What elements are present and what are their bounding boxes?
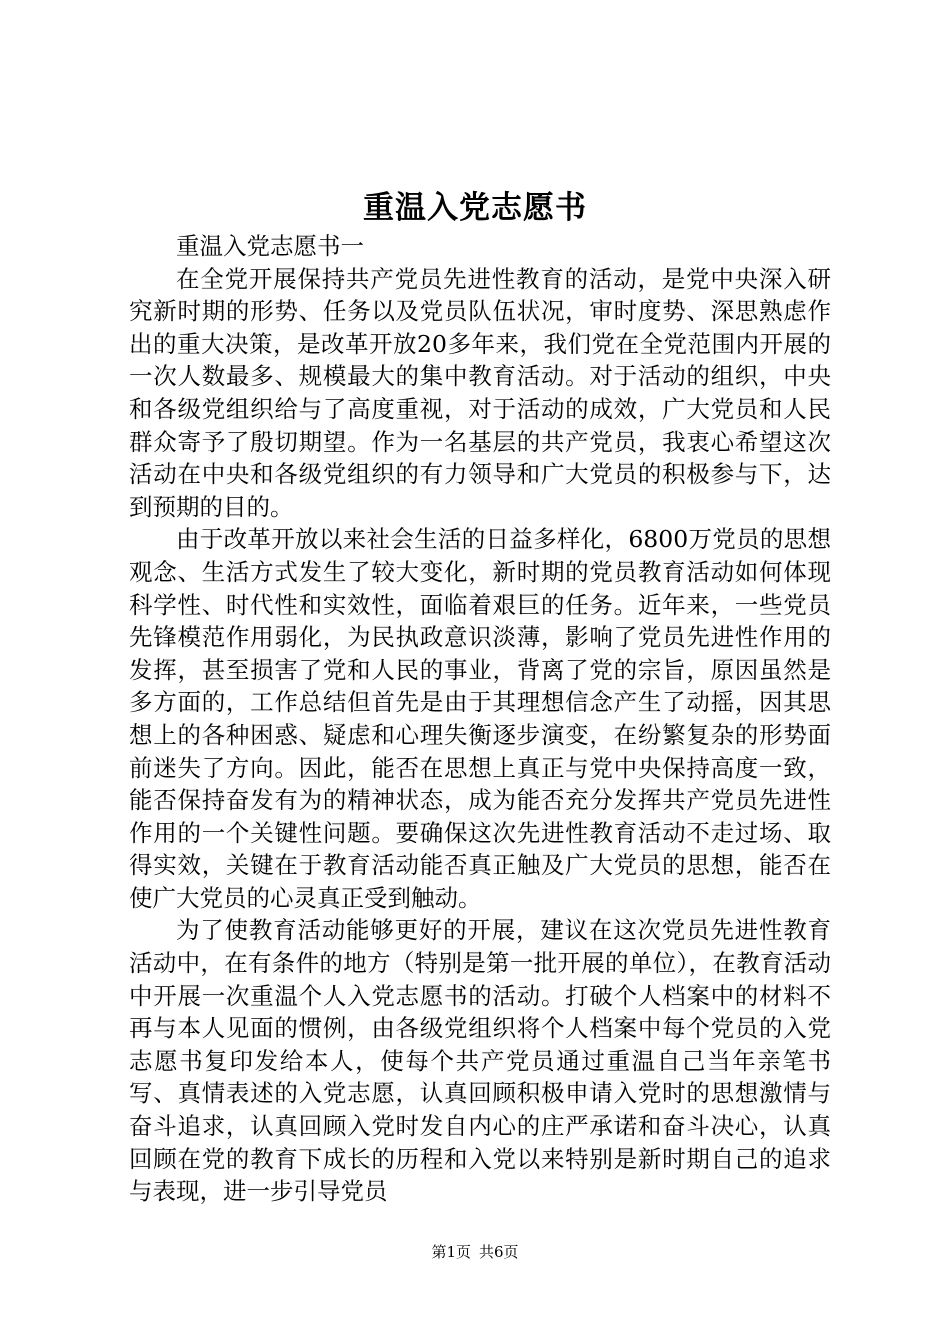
page-total: 共6页 [479, 1243, 519, 1261]
body-paragraph: 由于改革开放以来社会生活的日益多样化，6800万党员的思想观念、生活方式发生了较大变化，新时期的党员教育活动如何体现科学性、时代性和实效性，面临着艰巨的任务。近年来，一些党员先锋模范作用弱化，为民执政意识淡薄，影响了党员先进性作用的发挥，甚至损害了党和人民的事业，背离了党的宗旨，原因虽然是多方面的，工作总结但首先是由于其理想信念产生了动摇，因其思想上的各种困惑、疑虑和心理失衡逐步演变，在纷繁复杂的形势面前迷失了方向。因此，能否在思想上真正与党中央保持高度一致，能否保持奋发有为的精神状态，成为能否充分发挥共产党员先进性作用的一个关键性问题。要确保这次先进性教育活动不走过场、取得实效，关键在于教育活动能否真正触及广大党员的思想，能否在使广大党员的心灵真正受到触动。 [129, 525, 831, 912]
page-footer [0, 1241, 950, 1263]
section-heading: 重温入党志愿书一 [176, 232, 364, 260]
document-body [129, 230, 831, 1208]
page-number: 第1页 [431, 1243, 471, 1261]
document-title: 重温入党志愿书 [363, 190, 587, 226]
body-paragraph: 为了使教育活动能够更好的开展，建议在这次党员先进性教育活动中，在有条件的地方（特别是第一批开展的单位），在教育活动中开展一次重温个人入党志愿书的活动。打破个人档案中的材料不再与本人见面的惯例，由各级党组织将个人档案中每个党员的入党志愿书复印发给本人，使每个共产党员通过重温自己当年亲笔书写、真情表述的入党志愿，认真回顾积极申请入党时的思想激情与奋斗追求，认真回顾入党时发自内心的庄严承诺和奋斗决心，认真回顾在党的教育下成长的历程和入党以来特别是新时期自己的追求与表现，进一步引导党员 [129, 916, 831, 1206]
body-paragraph: 在全党开展保持共产党员先进性教育的活动，是党中央深入研究新时期的形势、任务以及党员队伍状况，审时度势、深思熟虑作出的重大决策，是改革开放20多年来，我们党在全党范围内开展的一次人数最多、规模最大的集中教育活动。对于活动的组织，中央和各级党组织给与了高度重视，对于活动的成效，广大党员和人民群众寄予了殷切期望。作为一名基层的共产党员，我衷心希望这次活动在中央和各级党组织的有力领导和广大党员的积极参与下，达到预期的目的。 [129, 264, 831, 521]
